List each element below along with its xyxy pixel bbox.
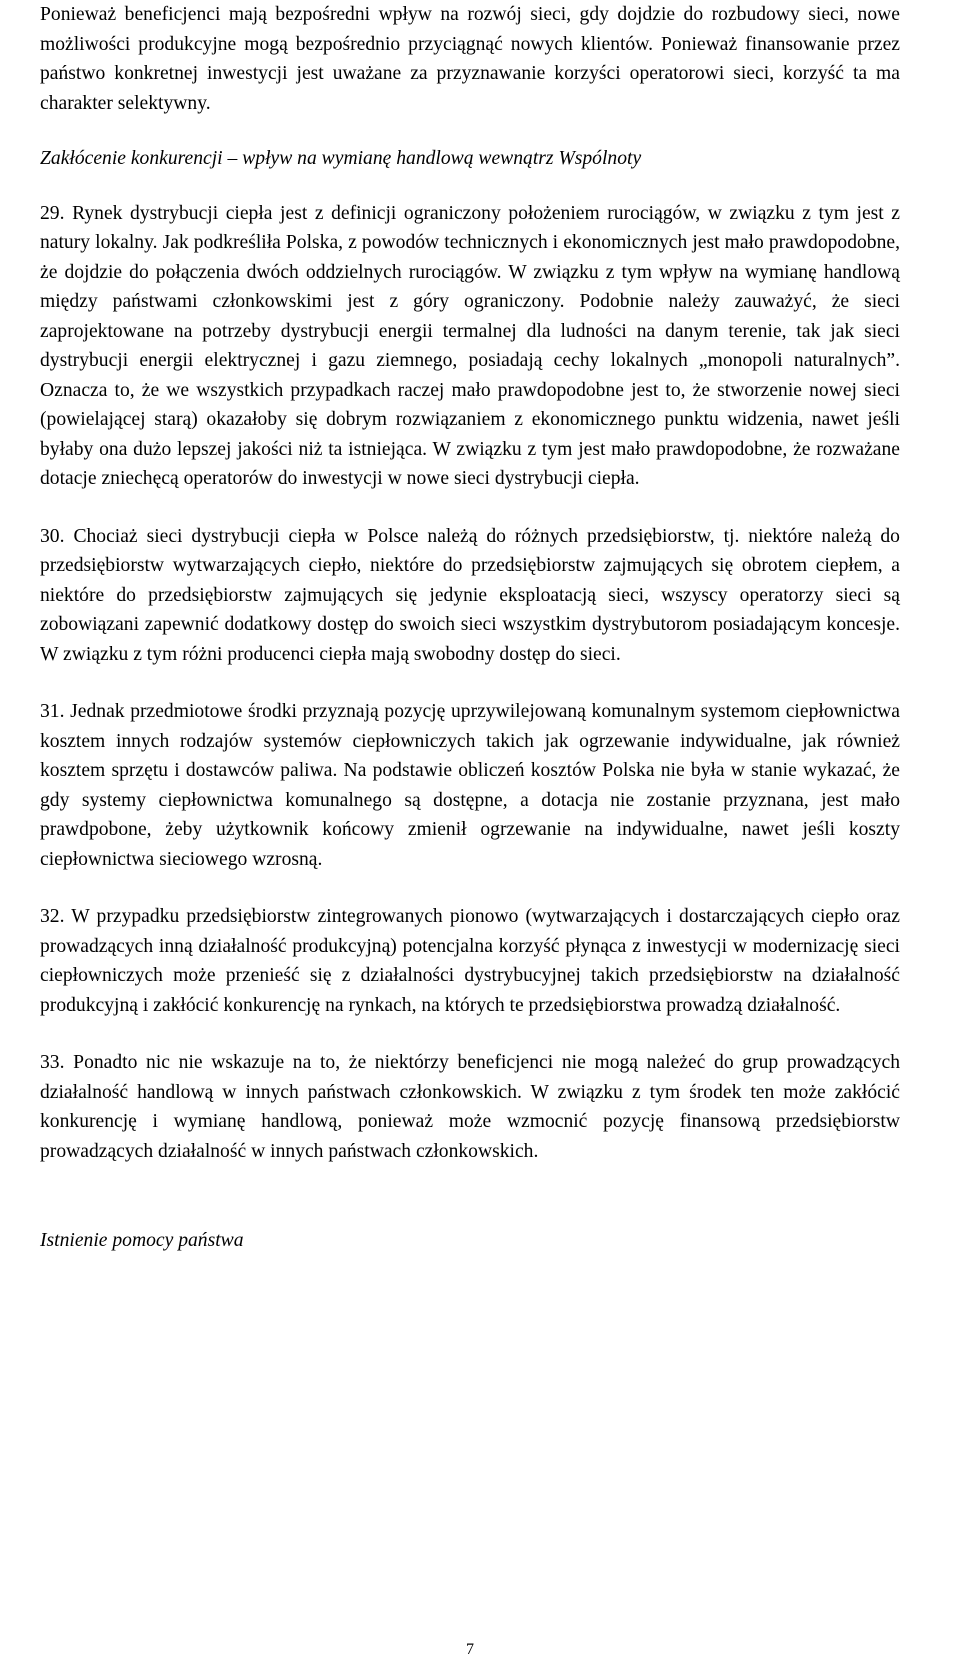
paragraph-30-text: 30. Chociaż sieci dystrybucji ciepła w Polsce należą do różnych przedsiębiorstw, tj. niektóre należą do przedsiębiorstw wytwarzających ciepło, niektóre do przedsiębiorstw zajmujących się obrotem ciepłem, a niektóre do przedsiębiorstw zajmujących się jedynie eksploatacją sieci, wszyscy operatorzy sieci są zobowiązani zapewnić dodatkowy dostęp do swoich sieci wszystkim dystrybutorom posiadającym koncesje. W związku z tym różni producenci ciepła mają swobodny dostęp do sieci. bbox=[40, 525, 900, 665]
document-page bbox=[40, 0, 900, 1658]
paragraph-29-text: 29. Rynek dystrybucji ciepła jest z definicji ograniczony położeniem rurociągów, w związku z tym jest z natury lokalny. Jak podkreśliła Polska, z powodów technicznych i ekonomicznych jest mało prawdopodobne, że dojdzie do połączenia dwóch oddzielnych rurociągów. W związku z tym wpływ na wymianę handlową między państwami członkowskimi jest z góry ograniczony. Podobnie należy zauważyć, że sieci zaprojektowane na potrzeby dystrybucji energii termalnej dla ludności na danym terenie, tak jak sieci dystrybucji energii elektrycznej i gazu ziemnego, posiadają cechy lokalnych „monopoli naturalnych”. Oznacza to, że we wszystkich przypadkach raczej mało prawdopodobne jest to, że stworzenie nowej sieci (powielającej starą) okazałoby się dobrym rozwiązaniem z ekonomicznego punktu widzenia, nawet jeśli byłaby ona dużo lepszej jakości niż ta istniejąca. W związku z tym jest mało prawdopodobne, że rozważane dotacje zniechęcą operatorów do inwestycji w nowe sieci dystrybucji ciepła. bbox=[40, 202, 900, 489]
numbered-paragraph-33 bbox=[40, 1048, 900, 1166]
paragraph-29-number: 29. bbox=[40, 202, 65, 224]
numbered-paragraph-31 bbox=[40, 697, 900, 874]
numbered-paragraph-32 bbox=[40, 902, 900, 1020]
paragraph-31-text: 31. Jednak przedmiotowe środki przyznają pozycję uprzywilejowaną komunalnym systemom ciepłownictwa kosztem innych rodzajów systemów ciepłowniczych takich jak ogrzewanie indywidualne, jak również kosztem sprzętu i dostawców paliwa. Na podstawie obliczeń kosztów Polska nie była w stanie wykazać, że gdy systemy ciepłownictwa komunalnego są dostępne, a dotacja nie zostanie przyznana, jest mało prawdpobone, żeby użytkownik końcowy zmienił ogrzewanie na indywidualne, nawet jeśli koszty ciepłownictwa sieciowego wzrosną. bbox=[40, 701, 900, 870]
numbered-paragraph-30 bbox=[40, 522, 900, 670]
section-heading-state-aid: Istnienie pomocy państwa bbox=[40, 1230, 244, 1251]
paragraph-33-number: 33. bbox=[40, 1052, 65, 1073]
numbered-paragraph-29 bbox=[40, 199, 900, 494]
paragraph-31-number: 31. bbox=[40, 701, 65, 722]
paragraph-32-number: 32. bbox=[40, 906, 65, 927]
paragraph-32-text: 32. W przypadku przedsiębiorstw zintegrowanych pionowo (wytwarzających i dostarczających ciepło oraz prowadzących inną działalność produkcyjną) potencjalna korzyść płynąca z inwestycji w modernizację sieci ciepłowniczych może przenieść się z działalności dystrybucyjnej takich przedsiębiorstw na działalność produkcyjną i zakłócić konkurencję na rynkach, na których te przedsiębiorstwa prowadzą działalność. bbox=[40, 906, 900, 1016]
section-heading-competition: Zakłócenie konkurencji – wpływ na wymianę handlową wewnątrz Wspólnoty bbox=[40, 148, 642, 169]
page-number: 7 bbox=[466, 1641, 474, 1658]
paragraph-33-text: 33. Ponadto nic nie wskazuje na to, że niektórzy beneficjenci nie mogą należeć do grup prowadzących działalność handlową w innych państwach członkowskich. W związku z tym środek ten może zakłócić konkurencję i wymianę handlową, ponieważ może wzmocnić pozycję finansową przedsiębiorstw prowadzących działalność w innych państwach członkowskich. bbox=[40, 1052, 900, 1162]
paragraph-30-number: 30. bbox=[40, 525, 65, 547]
intro-paragraph: Ponieważ beneficjenci mają bezpośredni wpływ na rozwój sieci, gdy dojdzie do rozbudowy sieci, nowe możliwości produkcyjne mogą bezpośrednio przyciągnąć nowych klientów. Ponieważ finansowanie przez państwo konkretnej inwestycji jest uważane za przyznawanie korzyści operatorowi sieci, korzyść ta ma charakter selektywny. bbox=[40, 4, 900, 114]
